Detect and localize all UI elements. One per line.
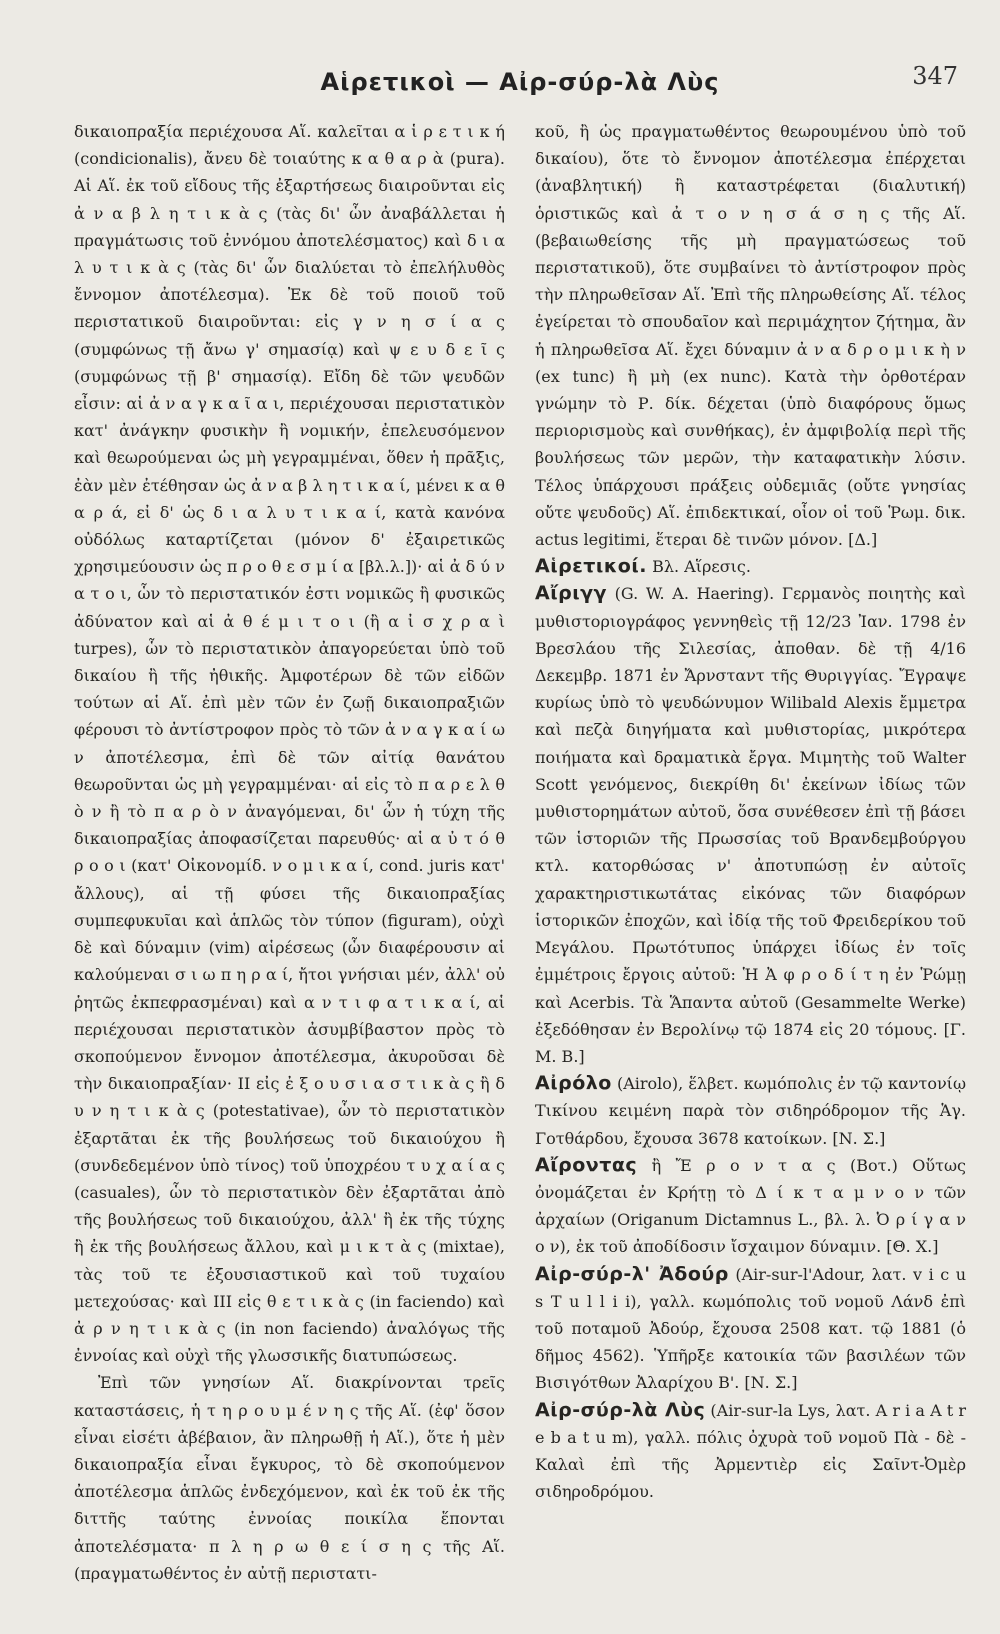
paragraph: κοῦ, ἢ ὡς πραγματωθέντος θεωρουμένου ὑπὸ τοῦ δικαίου), ὅτε τὸ ἔννομον ἀποτέλεσμα ἐπέρχεται (ἀναβλητική) ἢ καταστρέφεται (διαλυτική) ὁριστικῶς καὶ ἀ τ ο ν η σ ά σ η ς τῆς Αἵ. (βεβαιωθείσης τῆς μὴ πραγματώσεως τοῦ περιστατικοῦ), ὅτε συμβαίνει τὸ ἀντίστροφον πρὸς τὴν πληρωθεῖσαν Αἵ. Ἐπὶ τῆς πληρωθείσης Αἵ. τέλος ἐγείρεται τὸ σπουδαῖον καὶ περιμάχητον ζήτημα, ἂν ἡ πληρωθεῖσα Αἵ. ἔχει δύναμιν ἀ ν α δ ρ ο μ ι κ ὴ ν (ex tunc) ἢ μὴ (ex nunc). Κατὰ τὴν ὀρθοτέραν γνώμην τὸ Ρ. δίκ. δέχεται (ὑπὸ διαφόρους ὅμως περιορισμοὺς καὶ συνθήκας), ἐν ἀμφιβολίᾳ περὶ τῆς βουλήσεως τῶν μερῶν, τὴν καταφατικὴν λύσιν. Τέλος ὑπάρχουσι πράξεις οὐδεμιᾶς (οὔτε γνησίας οὔτε ψευδοῦς) Αἵ. ἐπιδεκτικαί, οἷον οἱ τοῦ Ῥωμ. δικ. actus legitimi, ἕτεραι δὲ τινῶν μόνον. [Δ.] [535,122,966,550]
entry-text: Βλ. Αἵρεσις. [652,557,751,577]
right-column [535,118,966,1505]
entry-text: (Air-sur-la Lys, λατ. A r i a A t r e b a t u m), γαλλ. πόλις ὀχυρὰ τοῦ νομοῦ Πὰ - δὲ - Καλαὶ ἐπὶ τῆς Ἀρμεντιὲρ εἰς Σαῖντ-Ὀμὲρ σιδηροδρόμου. [535,1400,966,1502]
dictionary-entry [535,1152,966,1261]
entry-text: (Air-sur-l'Adour, λατ. v i c u s T u l l i i), γαλλ. κωμόπολις τοῦ νομοῦ Λάνδ ἐπὶ τοῦ ποταμοῦ Ἀδούρ, ἔχουσα 2508 κατ. τῷ 1881 (ὁ δῆμος 4562). Ὑπῆρξε κατοικία τῶν βασιλέων τῶν Βισιγότθων Ἀλαρίχου Β'. [Ν. Σ.] [535,1264,967,1393]
entry-headword: Αἰρ-σύρ-λὰ Λὺς [535,1398,706,1421]
entry-headword: Αἰρόλο [535,1072,612,1095]
paragraph: Ἐπὶ τῶν γνησίων Αἵ. διακρίνονται τρεῖς καταστάσεις, ἡ τ η ρ ο υ μ έ ν η ς τῆς Αἵ. (ἐφ' ὅσον εἶναι εἰσέτι ἀβέβαιον, ἂν πληρωθῇ ἡ Αἵ.), ὅτε ἡ μὲν δικαιοπραξία εἶναι ἔγκυρος, τὸ δὲ σκοπούμενον ἀποτέλεσμα ἁπλῶς ἐνδεχόμενον, καὶ ἐκ τοῦ ἐκ τῆς διττῆς ταύτης ἐννοίας ποικίλα ἕπονται ἀποτελέσματα· π λ η ρ ω θ ε ί σ η ς τῆς Αἵ. (πραγματωθέντος ἐν αὐτῇ περιστατι- [74,1373,505,1583]
entry-headword: Αἴροντας [535,1153,638,1176]
page-number: 347 [912,62,958,90]
dictionary-entry [535,580,966,1070]
running-title: Αἱρετικοὶ — Αἰρ-σύρ-λὰ Λὺς [320,68,720,96]
dictionary-entry [535,1261,966,1397]
dictionary-entry [535,553,966,580]
entry-text: (Airolo), ἕλβετ. κωμόπολις ἐν τῷ καντονίῳ Τικίνου κειμένη παρὰ τὸν σιδηρόδρομον τῆς Ἁγ. Γοτθάρδου, ἔχουσα 3678 κατοίκων. [Ν. Σ.] [535,1074,966,1148]
running-head [74,52,966,104]
entry-headword: Αἱρετικοί. [535,555,647,578]
left-column [74,118,505,1587]
paragraph: δικαιοπραξία περιέχουσα Αἵ. καλεῖται α ἱ ρ ε τ ι κ ή (condicionalis), ἄνευ δὲ τοιαύτης κ α θ α ρ ὰ (pura). Αἱ Αἵ. ἐκ τοῦ εἴδους τῆς ἐξαρτήσεως διαιροῦνται εἰς ἀ ν α β λ η τ ι κ ὰ ς (τὰς δι' ὧν ἀναβάλλεται ἡ πραγμάτωσις τοῦ ἐννόμου ἀποτελέσματος) καὶ δ ι α λ υ τ ι κ ὰ ς (τὰς δι' ὧν διαλύεται τὸ ἐπελήλυθὸς ἔννομον ἀποτέλεσμα). Ἐκ δὲ τοῦ ποιοῦ τοῦ περιστατικοῦ διαιροῦνται: εἰς γ ν η σ ί α ς (συμφώνως τῇ ἄνω γ' σημασίᾳ) καὶ ψ ε υ δ ε ῖ ς (συμφώνως τῇ β' σημασίᾳ). Εἴδη δὲ τῶν ψευδῶν εἶσιν: αἱ ἀ ν α γ κ α ῖ α ι, περιέχουσαι περιστατικὸν κατ' ἀνάγκην φυσικὴν ἢ νομικήν, ἐπελευσόμενον καὶ θεωρούμεναι ὡς μὴ γεγραμμέναι, ὅθεν ἡ πρᾶξις, ἐὰν μὲν ἐτέθησαν ὡς ἀ ν α β λ η τ ι κ α ί, μένει κ α θ α ρ ά, εἰ δ' ὡς δ ι α λ υ τ ι κ α ί, κατὰ κανόνα οὐδόλως καταρτίζεται (μόνον δ' ἐξαιρετικῶς χρησιμεύουσιν ὡς π ρ ο θ ε σ μ ί α [βλ.λ.])· αἱ ἀ δ ύ ν α τ ο ι, ὧν τὸ περιστατικόν ἐστι νομικῶς ἢ φυσικῶς ἀδύνατον καὶ αἱ ἀ θ έ μ ι τ ο ι (ἢ α ἰ σ χ ρ α ὶ turpes), ὧν τὸ περιστατικὸν ἀπαγορεύεται ὑπὸ τοῦ δικαίου ἢ τῆς ἠθικῆς. Ἀμφοτέρων δὲ τῶν εἰδῶν τούτων αἱ Αἵ. ἐπὶ μὲν τῶν ἐν ζωῇ δικαιοπραξιῶν φέρουσι τὸ ἀντίστροφον πρὸς τὸ τῶν ἀ ν α γ κ α ί ω ν ἀποτέλεσμα, ἐπὶ δὲ τῶν αἰτίᾳ θανάτου θεωροῦνται ὡς μὴ γεγραμμέναι· αἱ εἰς τὸ π α ρ ε λ θ ὸ ν ἢ τὸ π α ρ ὸ ν ἀναγόμεναι, δι' ὧν ἡ τύχη τῆς δικαιοπραξίας ἀποφασίζεται παρευθύς· αἱ α ὐ τ ό θ ρ ο ο ι (κατ' Οἰκονομίδ. ν ο μ ι κ α ί, cond. juris κατ' ἄλλους), αἱ τῇ φύσει τῆς δικαιοπραξίας συμπεφυκυῖαι καὶ ἁπλῶς τὸν τύπον (figuram), οὐχὶ δὲ καὶ δύναμιν (vim) αἱρέσεως (ὧν διαφέρουσιν αἱ καλούμεναι σ ι ω π η ρ α ί, ἤτοι γνήσιαι μέν, ἀλλ' οὐ ῥητῶς ἐκπεφρασμέναι) καὶ α ν τ ι φ α τ ι κ α ί, αἱ περιέχουσαι περιστατικὸν ἀσυμβίβαστον πρὸς τὸ σκοπούμενον ἔννομον ἀποτέλεσμα, ἀκυροῦσαι δὲ τὴν δικαιοπραξίαν· II εἰς ἐ ξ ο υ σ ι α σ τ ι κ ὰ ς ἢ δ υ ν η τ ι κ ὰ ς (potestativae), ὧν τὸ περιστατικὸν ἐξαρτᾶται ἐκ τῆς βουλήσεως τοῦ δικαιούχου ἢ (συνδεδεμένον ὑπὸ τίνος) τοῦ ὑποχρέου τ υ χ α ί α ς (casuales), ὧν τὸ περιστατικὸν δὲν ἐξαρτᾶται ἀπὸ τῆς βουλήσεως τοῦ δικαιούχου, ἀλλ' ἢ ἐκ τῆς τύχης ἢ ἐκ τῆς βουλήσεως ἄλλου, καὶ μ ι κ τ ὰ ς (mixtae), τὰς τοῦ τε ἐξουσιαστικοῦ καὶ τοῦ τυχαίου μετεχούσας· καὶ III εἰς θ ε τ ι κ ὰ ς (in faciendo) καὶ ἀ ρ ν η τ ι κ ὰ ς (in non faciendo) ἀναλόγως τῆς ἐννοίας καὶ οὐχὶ τῆς γλωσσικῆς διατυπώσεως. [74,122,505,1366]
entry-text: (G. W. A. Haering). Γερμανὸς ποιητὴς καὶ μυθιστοριογράφος γεννηθεὶς τῇ 12/23 Ἰαν. 1798 ἐν Βρεσλάου τῆς Σιλεσίας, ἀποθαν. δὲ τῇ 4/16 Δεκεμβρ. 1871 ἐν Ἄρνσταντ τῆς Θυριγγίας. Ἔγραψε κυρίως ὑπὸ τὸ ψευδώνυμον Wilibald Alexis ἔμμετρα καὶ πεζὰ διηγήματα καὶ μυθιστορίας, μικρότερα ποιήματα καὶ δραματικὰ ἔργα. Μιμητὴς τοῦ Walter Scott γενόμενος, διεκρίθη δι' ἐκείνων ἰδίως τῶν μυθιστορημάτων αὐτοῦ, ὅσα συνέθεσεν ἐπὶ τῇ βάσει τῶν ἱστοριῶν τῆς Πρωσσίας τοῦ Βρανδεμβούργου κτλ. κατορθώσας ν' ἀποτυπώσῃ ἐν αὐτοῖς χαρακτηριστικωτάτας εἰκόνας τῶν διαφόρων ἱστορικῶν ἐποχῶν, καὶ ἰδίᾳ τῆς τοῦ Φρειδερίκου τοῦ Μεγάλου. Πρωτότυπος ὑπάρχει ἰδίως ἐν τοῖς ἐμμέτροις ἔργοις αὐτοῦ: Ἡ Ἀ φ ρ ο δ ί τ η ἐν Ῥώμῃ καὶ Acerbis. Τὰ Ἅπαντα αὐτοῦ (Gesammelte Werke) ἐξεδόθησαν ἐν Βερολίνῳ τῷ 1874 εἰς 20 τόμους. [Γ. Μ. Β.] [535,584,966,1066]
entry-headword: Αἰρ-σύρ-λ' Ἀδούρ [535,1262,729,1285]
dictionary-entry [535,1070,966,1152]
dictionary-entry [535,1397,966,1506]
entry-headword: Αἴριγγ [535,582,607,605]
entry-text: ἢ Ἔ ρ ο ν τ α ς (Βοτ.) Οὕτως ὀνομάζεται ἐν Κρήτῃ τὸ Δ ί κ τ α μ ν ο ν τῶν ἀρχαίων (Origanum Dictamnus L., βλ. λ. Ὀ ρ ί γ α ν ο ν), ἐκ τοῦ ἀποδίδοσιν ἴσχαιμον δύναμιν. [Θ. Χ.] [535,1155,966,1257]
text-columns [74,118,966,1587]
